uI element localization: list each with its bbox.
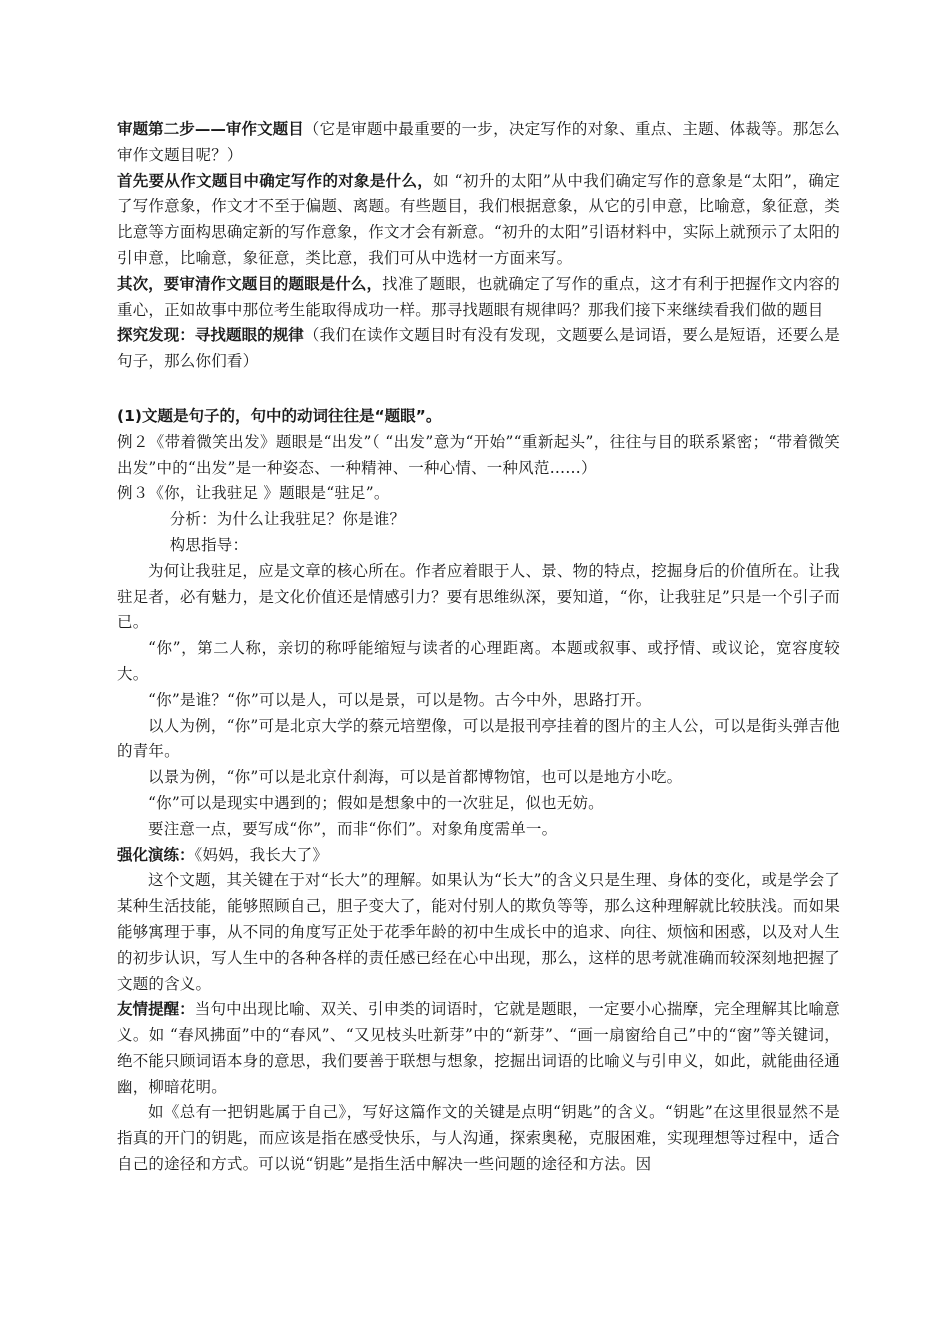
heading-title-eye: 其次，要审清作文题目的题眼是什么， [117,274,383,293]
key-paragraph: 如《总有一把钥匙属于自己》，写好这篇作文的关键是点明“钥匙”的含义。“钥匙”在这里很显然不是指真的开门的钥匙，而应该是指在感受快乐，与人沟通，探索奥秘，克服困难，实现理想等过程中，适合自己的途径和方式。可以说“钥匙”是指生活中解决一些问题的途径和方法。因 [117,1103,840,1174]
heading-step-two: 审题第二步——审作文题目 [117,120,304,138]
guide-paragraph-4: 以人为例，“你”可是北京大学的蔡元培塑像，可以是报刊亭挂着的图片的主人公，可以是街头弹吉他的青年。 [117,716,840,761]
drill-paragraph: 这个文题，其关键在于对“长大”的理解。如果认为“长大”的含义只是生理、身体的变化，或是学会了某种生活技能，能够照顾自己，胆子变大了，能对付别人的欺负等等，那么这种理解就比较肤浅。而如果能够寓理于事，从不同的角度写正处于花季年龄的初中生成长中的追求、向往、烦恼和困惑，以及对人生的初步认识，写人生中的各种各样的责任感已经在心中出现，那么，这样的思考就准确而较深刻地把握了文题的含义。 [117,871,840,993]
heading-object: 首先要从作文题目中确定写作的对象是什么， [117,171,434,190]
guide-paragraph-7: 要注意一点，要写成“你”，而非“你们”。对象角度需单一。 [148,819,558,838]
guide-paragraph-3: “你”是谁？“你”可以是人，可以是景，可以是物。古今中外，思路打开。 [148,690,652,709]
example-2: 例２《带着微笑出发》题眼是“出发”（ “出发”意为“开始”“重新起头”，往往与目的联系紧密；“带着微笑出发”中的“出发”是一种姿态、一种精神、一种心情、一种风范……） [117,432,840,477]
heading-explore: 探究发现：寻找题眼的规律 [117,326,304,345]
paragraph-object: 首先要从作文题目中确定写作的对象是什么，如 “初升的太阳”从中我们确定写作的意象是“太阳”，确定了写作意象，作文才不至于偏题、离题。有些题目，我们根据意象，从它的引申意，比喻意，象征意，类比意等方面构思确定新的写作意象，作文才会有新意。“初升的太阳”引语材料中，实际上就预示了太阳的引申意，比喻意，象征意，类比意，我们可从中选材一方面来写。 [117,171,840,267]
paragraph-title-eye: 其次，要审清作文题目的题眼是什么，找准了题眼，也就确定了写作的重点，这才有利于把握作文内容的重心，正如故事中那位考生能取得成功一样。那寻找题眼有规律吗？那我们接下来继续看我们做的题目 [117,274,840,319]
section-heading-sentence: (1)文题是句子的，句中的动词往往是“题眼”。 [117,406,442,425]
drill-label: 强化演练： [117,845,195,864]
guide-paragraph-2: “你”，第二人称，亲切的称呼能缩短与读者的心理距离。本题或叙事、或抒情、或议论，宽容度较大。 [117,639,840,683]
example-3: 例３《你，让我驻足 》题眼是“驻足”。 [117,484,390,503]
guide-paragraph-5: 以景为例，“你”可以是北京什刹海，可以是首都博物馆，也可以是地方小吃。 [148,768,683,787]
paragraph-step-two: 审题第二步——审作文题目（它是审题中最重要的一步，决定写作的对象、重点、主题、体裁等。那怎么审作文题目呢？） [117,120,840,164]
drill-heading: 强化演练：《妈妈，我长大了》 [117,845,329,864]
guide-label: 构思指导： [169,535,249,554]
guide-paragraph-1: 为何让我驻足，应是文章的核心所在。作者应着眼于人、景、物的特点，挖掘身后的价值所在。让我驻足者，必有魅力，是文化价值还是情感引力？要有思维纵深，要知道，“你，让我驻足”只是一个引子而已。 [117,561,840,632]
tip-label: 友情提醒： [117,1000,195,1019]
tip-paragraph: 友情提醒：当句中出现比喻、双关、引申类的词语时，它就是题眼，一定要小心揣摩，完全理解其比喻意义。如 “春风拂面”中的“春风”、“又见枝头吐新芽”中的“新芽”、“画一扇窗给自己”中的“窗”等关键词，绝不能只顾词语本身的意思，我们要善于联想与想象，挖掘出词语的比喻义与引申义，如此，就能曲径通幽，柳暗花明。 [117,1000,840,1096]
guide-paragraph-6: “你”可以是现实中遇到的；假如是想象中的一次驻足，似也无妨。 [148,793,604,812]
paragraph-explore: 探究发现：寻找题眼的规律（我们在读作文题目时有没有发现，文题要么是词语，要么是短语，还要么是句子，那么你们看） [117,326,840,371]
analysis-line: 分析：为什么让我驻足？你是谁？ [169,510,406,529]
blank-line [117,375,840,404]
